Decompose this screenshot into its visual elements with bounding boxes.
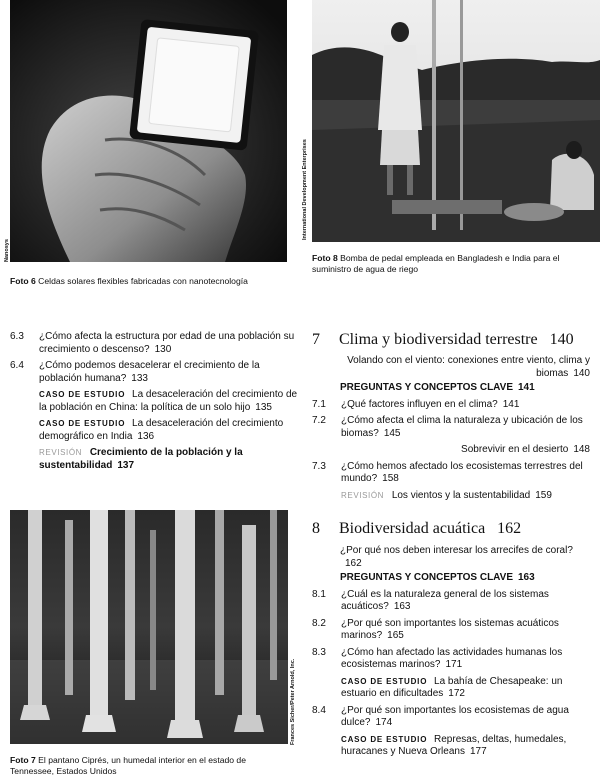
chapter-number: 8 xyxy=(312,520,320,537)
intro-text: Volando con el viento: conexiones entre viento, clima y biomas xyxy=(347,355,590,379)
photo7-credit: Frances Sicher/Peter Arnold, Inc. xyxy=(290,658,296,745)
toc-case-study-india[interactable] xyxy=(10,418,300,443)
toc-entry-desert[interactable] xyxy=(312,444,590,457)
toc-entry-page: 177 xyxy=(469,746,487,757)
toc-case-study-new-orleans[interactable] xyxy=(312,734,590,759)
chapter-title: Biodiversidad acuática 162 xyxy=(339,520,522,537)
toc-entry-num: 7.1 xyxy=(312,398,326,410)
toc-entry-num: 8.3 xyxy=(312,646,326,658)
toc-entry-page: 141 xyxy=(502,398,520,410)
toc-entry-text: ¿Cómo afecta la estructura por edad de una población su crecimiento o descenso? xyxy=(39,331,295,355)
toc-entry-num: 6.3 xyxy=(10,331,24,342)
photo-cypress-swamp xyxy=(10,510,288,744)
photo7-caption xyxy=(10,755,285,777)
toc-chapter-7 xyxy=(312,355,590,506)
toc-entry-text: ¿Qué factores influyen en el clima? xyxy=(341,398,498,410)
intro-text: ¿Por qué nos deben interesar los arrecifes de coral? xyxy=(340,545,573,556)
toc-entry-num: 8.2 xyxy=(312,617,326,629)
chapter-8-key-questions[interactable] xyxy=(312,572,590,585)
chapter-7-intro[interactable] xyxy=(312,355,590,380)
toc-entry-page: 172 xyxy=(448,688,465,699)
chapter-7-heading[interactable] xyxy=(312,331,600,351)
photo7-label: Foto 7 xyxy=(10,755,36,765)
toc-case-study-china[interactable] xyxy=(10,389,300,414)
toc-entry-text: ¿Cuál es la naturaleza general de los sistemas acuáticos? xyxy=(341,588,549,612)
toc-entry-text: ¿Cómo hemos afectado los ecosistemas terrestres del mundo? xyxy=(341,460,583,484)
toc-entry-page: 163 xyxy=(393,601,411,612)
intro-page: 140 xyxy=(573,367,590,379)
review-label: REVISIÓN xyxy=(39,448,83,457)
case-study-label: CASO DE ESTUDIO xyxy=(341,676,428,686)
toc-entry-8-2[interactable] xyxy=(312,618,590,643)
photo6-credit: Nanosys xyxy=(4,239,10,262)
toc-entry-page: 130 xyxy=(154,343,172,355)
toc-entry-page: 158 xyxy=(382,473,399,484)
chapter-8-heading[interactable] xyxy=(312,520,600,540)
toc-entry-8-3[interactable] xyxy=(312,647,590,672)
toc-entry-page: 135 xyxy=(255,401,272,413)
toc-entry-6-3[interactable] xyxy=(10,331,300,356)
toc-entry-page: 133 xyxy=(131,372,148,384)
toc-entry-text: ¿Por qué son importantes los sistemas acuáticos marinos? xyxy=(341,617,559,641)
key-questions-page: 141 xyxy=(518,382,535,393)
toc-review-population[interactable] xyxy=(10,447,300,472)
toc-entry-page: 174 xyxy=(375,717,393,728)
photo-treadle-pump-image xyxy=(312,0,600,242)
toc-entry-text: Sobrevivir en el desierto xyxy=(461,444,569,455)
toc-review-winds[interactable] xyxy=(312,490,590,503)
photo6-label: Foto 6 xyxy=(10,276,36,286)
toc-entry-text: La desaceleración del crecimiento demográfico en India xyxy=(39,418,284,442)
toc-entry-text: ¿Cómo podemos desacelerar el crecimiento de la población humana? xyxy=(39,360,260,384)
toc-chapter-8 xyxy=(312,545,590,763)
toc-entry-text: ¿Cómo afecta el clima la naturaleza y ubicación de los biomas? xyxy=(341,415,583,439)
photo8-caption xyxy=(312,253,582,275)
chapter-8-intro[interactable] xyxy=(312,545,590,570)
photo7-caption-text: El pantano Ciprés, un humedal interior en el estado de Tennessee, Estados Unidos xyxy=(10,755,246,776)
toc-entry-text: Los vientos y la sustentabilidad xyxy=(391,489,531,501)
toc-entry-page: 136 xyxy=(137,430,155,442)
photo6-caption xyxy=(10,276,300,287)
review-label: REVISIÓN xyxy=(341,490,385,500)
toc-entry-8-1[interactable] xyxy=(312,589,590,614)
toc-entry-7-1[interactable] xyxy=(312,399,590,412)
toc-entry-6-4[interactable] xyxy=(10,360,300,385)
photo8-label: Foto 8 xyxy=(312,253,338,263)
toc-entry-num: 7.3 xyxy=(312,460,326,472)
toc-entry-text: La bahía de Chesapeake: un estuario en dificultades xyxy=(341,675,563,699)
photo-treadle-pump xyxy=(312,0,600,242)
toc-entry-8-4[interactable] xyxy=(312,705,590,730)
intro-page: 162 xyxy=(345,557,362,569)
toc-entry-page: 159 xyxy=(535,489,552,501)
toc-entry-7-2[interactable] xyxy=(312,415,590,440)
toc-entry-page: 165 xyxy=(387,630,404,641)
chapter-number: 7 xyxy=(312,331,320,348)
case-study-label: CASO DE ESTUDIO xyxy=(39,390,126,399)
chapter-title: Clima y biodiversidad terrestre 140 xyxy=(339,331,574,348)
key-questions-label: PREGUNTAS Y CONCEPTOS CLAVE xyxy=(340,572,513,583)
chapter-page: 140 xyxy=(549,331,574,348)
toc-entry-page: 145 xyxy=(383,427,401,439)
chapter-7-key-questions[interactable] xyxy=(312,382,590,395)
photo-solar-cell-image xyxy=(10,0,287,262)
photo6-caption-text: Celdas solares flexibles fabricadas con nanotecnología xyxy=(38,276,248,286)
chapter-page: 162 xyxy=(497,520,522,537)
photo-cypress-swamp-image xyxy=(10,510,288,744)
key-questions-page: 163 xyxy=(518,572,535,583)
toc-entry-page: 148 xyxy=(573,444,590,455)
toc-entry-text: La desaceleración del crecimiento de la población en China: la política de un solo hijo xyxy=(39,389,298,413)
toc-entry-7-3[interactable] xyxy=(312,461,590,486)
case-study-label: CASO DE ESTUDIO xyxy=(341,734,428,744)
toc-entry-page: 137 xyxy=(117,459,135,471)
toc-case-study-chesapeake[interactable] xyxy=(312,676,590,701)
photo-solar-cell xyxy=(10,0,287,262)
toc-entry-num: 6.4 xyxy=(10,360,24,371)
toc-entry-text: Crecimiento de la población y la sustentabilidad xyxy=(39,447,243,471)
photo8-caption-text: Bomba de pedal empleada en Bangladesh e India para el suministro de agua de riego xyxy=(312,253,560,274)
case-study-label: CASO DE ESTUDIO xyxy=(39,419,126,428)
toc-entry-text: Represas, deltas, humedales, huracanes y Nueva Orleans xyxy=(341,733,567,757)
toc-entry-num: 8.4 xyxy=(312,704,326,716)
key-questions-label: PREGUNTAS Y CONCEPTOS CLAVE xyxy=(340,382,513,393)
toc-entry-num: 7.2 xyxy=(312,415,326,426)
photo8-credit: International Development Enterprises xyxy=(302,139,308,240)
toc-entry-text: ¿Por qué son importantes los ecosistemas de agua dulce? xyxy=(341,704,569,728)
toc-entry-page: 171 xyxy=(445,659,463,670)
toc-left xyxy=(10,331,300,476)
toc-entry-text: ¿Cómo han afectado las actividades humanas los ecosistemas marinos? xyxy=(341,646,563,670)
toc-entry-num: 8.1 xyxy=(312,588,326,600)
